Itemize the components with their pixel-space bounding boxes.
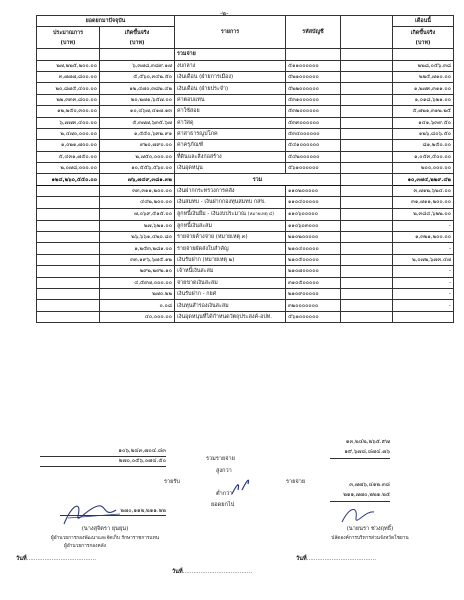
other-row <box>37 243 454 254</box>
item-cell: ค่าตอบแทน <box>175 94 286 105</box>
month-cell: ๑๒๖,๘๐๖.๕๐ <box>393 128 454 139</box>
item-cell: เงินเดือน (ฝ่ายประจำ) <box>175 83 286 94</box>
month-cell: ๑,๐๕๓,๕๐๐.๐๐ <box>393 151 454 162</box>
account-code-cell: ๑๑๐๖๐๐๐๐๐ <box>286 208 341 220</box>
left-signer-title: ผู้อำนวยการกองพัฒนาและจัดเก็บ รักษาราชการแทน <box>50 536 160 541</box>
month-cell: - <box>393 220 454 231</box>
header-item: รายการ <box>175 16 286 49</box>
header-current-balance: ยอดยกมาปัจจุบัน <box>37 16 175 27</box>
account-code-cell: ๕๖๑๐๐๐๐๐๐ <box>286 311 341 322</box>
spacer-cell <box>341 220 393 231</box>
actual-cell: ๓๓,๑๙๖,๖๗๕.๑๒ <box>100 254 175 265</box>
header-actual-unit: (บาท) <box>100 38 175 49</box>
spacer-cell <box>341 185 393 196</box>
account-code-cell: ๕๑๑๐๐๐๐๐๐ <box>286 60 341 71</box>
actual-cell: ๕,๓๗๗,๖๓๕.๖๗ <box>100 117 175 128</box>
spacer-cell <box>341 94 393 105</box>
month-cell: ๑,๒๗๓,๓๑๑.๐๐ <box>393 83 454 94</box>
spacer-cell <box>341 117 393 128</box>
header-month-actual: เกิดขึ้นจริง <box>393 27 454 38</box>
summary-actual-2: ๒๗๐,๐๕๖,๐๗๔.๕๐ <box>40 457 166 467</box>
page-number: -๒- <box>220 10 229 17</box>
summary-actual-1: ๑๐๖,๒๔๓,๗๐๔.๘๓ <box>40 447 166 457</box>
header-account-code: รหัสบัญชี <box>286 16 341 49</box>
actual-cell: ๒๐,๒๗๑,๖๕๗.๐๐ <box>100 94 175 105</box>
summary-income-label: รายรับ <box>164 479 180 485</box>
account-code-cell: ๓๒๐๐๐๐๐๐๐ <box>286 300 341 311</box>
item-label: เงินรับฝาก - กยศ <box>177 291 217 298</box>
item-cell <box>175 208 286 220</box>
summary-month-3: ๓,๗๗๖,๔๑๒.๓๘ <box>349 482 390 488</box>
summary-actual-3: ๒๗๐,๑๑๒,๒๑๑.๒๒ <box>60 507 166 516</box>
item-label: เงินสมทบ - เงินฝากกองทุนสมทบ กสข. <box>177 199 266 206</box>
expense-row <box>37 117 454 128</box>
summary-month-2: ๑๙,๖๗๘,๘๗๔.๗๖ <box>330 448 390 459</box>
item-cell <box>175 185 286 196</box>
month-cell: ๓,๗๑๒,๖๒๔.๐๐ <box>393 185 454 196</box>
month-cell: ๒,๓๘๔,๖๒๒.๐๐ <box>393 208 454 220</box>
spacer-cell <box>341 174 393 185</box>
item-cell <box>175 277 286 288</box>
month-cell: ๑,๓๒๑,๒๐๐.๐๐ <box>393 232 454 243</box>
item-cell: ค่าครุภัณฑ์ <box>175 140 286 151</box>
other-row <box>37 185 454 196</box>
right-signer-name: (นายนรา ช่วงฤทธิ์) <box>346 526 394 532</box>
expense-row <box>37 163 454 174</box>
account-code-cell: ๑๑๐๖๐๓๐๐๐ <box>286 220 341 231</box>
month-cell: - <box>393 266 454 277</box>
spacer-cell <box>341 254 393 265</box>
actual-cell: ๔๔๒,๒๐๐.๐๐ <box>100 197 175 208</box>
actual-cell: ๒๗,๖๒๑.๐๐ <box>100 220 175 231</box>
other-row <box>37 232 454 243</box>
estimate-cell <box>37 254 100 265</box>
account-code-cell: ๕๓๓๐๐๐๐๐๐ <box>286 117 341 128</box>
spacer-cell <box>341 311 393 322</box>
month-cell: ๒๒๕,๗๑๐.๐๐ <box>393 71 454 82</box>
spacer-cell <box>341 266 393 277</box>
item-cell: ที่ดินและสิ่งก่อสร้าง <box>175 151 286 162</box>
center-signature <box>228 472 254 498</box>
section-expense-title: รวมจ่าย <box>175 49 286 60</box>
month-cell: - <box>393 243 454 254</box>
item-cell <box>175 288 286 299</box>
header-this-month: เดือนนี้ <box>393 16 454 27</box>
actual-cell: ๙๒๐,๗๙๐.๐๐ <box>100 140 175 151</box>
actual-cell: ๔๐,๐๐๐.๐๐ <box>100 311 175 322</box>
estimate-cell: ๑,๐๒๑,๗๐๐.๐๐ <box>37 140 100 151</box>
spacer-cell <box>341 128 393 139</box>
actual-cell: ๑๐,๔๖๗,๔๑๗.๑๓ <box>100 106 175 117</box>
account-code-cell: ๕๒๑๐๐๐๐๐๐ <box>286 71 341 82</box>
estimate-cell <box>37 311 100 322</box>
actual-cell: ๑,๕๕๐,๖๓๒.๙๑ <box>100 128 175 139</box>
item-cell <box>175 243 286 254</box>
estimate-cell <box>37 232 100 243</box>
spacer-cell <box>341 163 393 174</box>
estimate-cell <box>37 208 100 220</box>
account-code-cell: ๒๑๐๕๐๐๐๐๐ <box>286 254 341 265</box>
account-code-cell: ๕๓๔๐๐๐๐๐๐ <box>286 128 341 139</box>
actual-cell: ๓๓,๓๑๑,๒๐๐.๐๐ <box>100 185 175 196</box>
account-code-cell: ๒๑๐๔๐๐๐๐๐ <box>286 243 341 254</box>
spacer-cell <box>341 288 393 299</box>
actual-cell: ๑๐,๕๕๖,๕๖๐.๐๐ <box>100 163 175 174</box>
right-signer-title: ปลัดองค์การบริหารส่วนจังหวัดโชยาน <box>331 536 409 541</box>
expense-row <box>37 60 454 71</box>
item-label: จ่ายขาดเงินสะสม <box>177 279 218 286</box>
spacer-cell <box>341 300 393 311</box>
actual-cell: ๐.๐๘ <box>100 300 175 311</box>
other-row <box>37 300 454 311</box>
header-month-unit: (บาท) <box>393 38 454 49</box>
account-code-cell: ๓๑๐๕๐๐๐๐๐ <box>286 277 341 288</box>
spacer-cell <box>341 71 393 82</box>
other-row <box>37 208 454 220</box>
item-cell <box>175 254 286 265</box>
left-signer-title-2: ผู้อำนวยการกองคลัง <box>64 544 106 549</box>
item-label: เงินอุดหนุนที่ได้กำหนดวัตถุประสงค์-อปท. <box>177 313 273 320</box>
actual-cell: ๗,๐๖๙,๕๑๕.๐๐ <box>100 208 175 220</box>
left-signer-name: (นางสุจิตรา ยุนยุน) <box>81 526 129 532</box>
estimate-cell: ๒,๐๗๘,๐๐๐.๐๐ <box>37 163 100 174</box>
left-date-line: วันที่....................................... <box>16 556 97 562</box>
account-code-cell: ๒๑๐๗๐๐๐๐๐ <box>286 266 341 277</box>
item-label: เงินฝากกระทรวงการคลัง <box>177 188 235 195</box>
right-date-line: วันที่....................................... <box>296 556 377 562</box>
item-label: เงินทุนสำรองเงินสะสม <box>177 302 229 309</box>
account-code-cell: ๕๒๒๐๐๐๐๐๐ <box>286 83 341 94</box>
actual-cell: ๕,๕๖๐,๓๔๒.๕๐ <box>100 71 175 82</box>
month-cell <box>393 311 454 322</box>
expense-row <box>37 83 454 94</box>
actual-cell: ๑,๒๕๓,๒๘๑.๐๐ <box>100 243 175 254</box>
item-label: เงินรับฝาก (หมายเหตุ ๒) <box>177 257 235 263</box>
item-cell: เงินเดือน (ฝ่ายการเมือง) <box>175 71 286 82</box>
account-code-cell: ๑๑๐๒๐๐๐๐๐ <box>286 185 341 196</box>
estimate-cell: ๒๐,๘๗๕,๔๐๐.๐๐ <box>37 83 100 94</box>
other-row <box>37 197 454 208</box>
item-note: (หมายเหตุ ๔) <box>247 211 274 217</box>
month-cell: ๑,๐๑๘,๖๒๑.๐๐ <box>393 94 454 105</box>
estimate-cell <box>37 266 100 277</box>
other-row <box>37 220 454 231</box>
month-cell: ๒๒๘,๐๕๖.๓๘ <box>393 60 454 71</box>
spacer-cell <box>341 232 393 243</box>
spacer-cell <box>341 208 393 220</box>
month-cell: - <box>393 277 454 288</box>
estimate-cell <box>37 243 100 254</box>
center-date-line: วันที่....................................... <box>172 569 253 575</box>
account-code-cell: ๕๓๑๐๐๐๐๐๐ <box>286 94 341 105</box>
item-cell <box>175 300 286 311</box>
summary-higher-than: สูงกว่า <box>216 468 232 474</box>
account-code-cell: ๑๑๐๔๐๐๐๐๐ <box>286 197 341 208</box>
total-actual-cell: ๗๖,๗๔๙,๓๘๑.๓๒ <box>100 174 175 185</box>
summary-expense-label: รายจ่าย <box>286 479 306 485</box>
spacer-cell <box>341 83 393 94</box>
expense-row <box>37 106 454 117</box>
spacer-cell <box>341 277 393 288</box>
summary-total-expense-label: รวมรายจ่าย <box>206 456 235 462</box>
account-code-cell: ๒๑๐๒๐๐๐๐๐ <box>286 232 341 243</box>
expense-row <box>37 140 454 151</box>
account-code-cell: ๒๑๐๙๐๐๐๐๐ <box>286 288 341 299</box>
estimate-cell <box>37 288 100 299</box>
expense-row <box>37 151 454 162</box>
estimate-cell <box>37 185 100 196</box>
header-actual: เกิดขึ้นจริง <box>100 27 175 38</box>
total-month-cell: ๑๐,๓๗๔,๒๒๙.๔๒ <box>393 174 454 185</box>
spacer-cell <box>341 140 393 151</box>
estimate-cell <box>37 220 100 231</box>
actual-cell: ๒๖,๖๖๑,๔๒๐.๘๐ <box>100 232 175 243</box>
account-code-cell: ๕๔๑๐๐๐๐๐๐ <box>286 140 341 151</box>
item-label: รายจ่ายค้างจ่าย (หมายเหตุ ๓) <box>177 234 248 241</box>
header-estimate-unit: (บาท) <box>37 38 100 49</box>
expense-row <box>37 71 454 82</box>
month-cell: ๘๑,๒๕๐.๐๐ <box>393 140 454 151</box>
item-label: รายจ่ายผัดส่งใบสำคัญ <box>177 245 229 252</box>
month-cell: ๑๔๑,๖๓๙.๕๐ <box>393 117 454 128</box>
month-cell: ๒๐๐,๐๐๐.๐๐ <box>393 163 454 174</box>
item-cell <box>175 232 286 243</box>
spacer-cell <box>341 197 393 208</box>
spacer-cell <box>341 106 393 117</box>
month-cell: ๕,๗๒๑,๓๑๒.๒๕ <box>393 106 454 117</box>
estimate-cell: ๒๗,๒๒๕,๒๐๐.๐๐ <box>37 60 100 71</box>
item-cell: ค่าวัสดุ <box>175 117 286 128</box>
account-code-cell: ๕๔๒๐๐๐๐๐๐ <box>286 151 341 162</box>
header-estimate: ประมาณการ <box>37 27 100 38</box>
account-code-cell: ๕๖๑๐๐๐๐๐๐ <box>286 163 341 174</box>
spacer-cell <box>341 60 393 71</box>
actual-cell: ๖,๓๗๘,๓๘๙.๑๗ <box>100 60 175 71</box>
item-cell: เงินอุดหนุน <box>175 163 286 174</box>
item-label: ลูกหนี้เงินยืม - เงินงบประมาณ <box>177 210 247 217</box>
spacer-cell <box>341 243 393 254</box>
other-row <box>37 254 454 265</box>
actual-cell: ๒,๗๕๐,๐๐๐.๐๐ <box>100 151 175 162</box>
summary-lower-than: ต่ำกว่า <box>216 491 233 497</box>
item-cell: ค่าสาธารณูปโภค <box>175 128 286 139</box>
expense-total-row <box>37 174 454 185</box>
total-estimate-cell: ๑๒๔,๒๖๐,๕๕๐.๐๐ <box>37 174 100 185</box>
item-cell <box>175 266 286 277</box>
item-cell: ค่าใช้สอย <box>175 106 286 117</box>
summary-month-4: ๒๑๑,๗๗๐,๒๒๑.๒๕ <box>330 491 390 502</box>
other-row <box>37 288 454 299</box>
estimate-cell: ๓,๗๗๗,๘๐๐.๐๐ <box>37 71 100 82</box>
item-label: ลูกหนี้เงินสะสม <box>177 222 212 229</box>
summary-carried-forward: ยอดยกไป <box>211 502 235 508</box>
month-cell: ๒,๐๗๒,๖๗๓.๔๗ <box>393 254 454 265</box>
summary-month-1: ๑๓,๒๔๒,๒๖๕.๙๗ <box>345 439 390 445</box>
item-cell: งบกลาง <box>175 60 286 71</box>
month-cell: - <box>393 288 454 299</box>
spacer-cell <box>341 151 393 162</box>
estimate-cell: ๒,๔๗๐,๐๐๐.๐๐ <box>37 128 100 139</box>
other-row <box>37 311 454 322</box>
item-cell <box>175 311 286 322</box>
actual-cell: ๑๒,๔๗๐,๓๘๒.๔๒ <box>100 83 175 94</box>
estimate-cell: ๕,๔๓๑,๗๕๐.๐๐ <box>37 151 100 162</box>
month-cell: - <box>393 300 454 311</box>
estimate-cell <box>37 300 100 311</box>
other-row <box>37 266 454 277</box>
estimate-cell <box>37 277 100 288</box>
estimate-cell: ๑๒,๒๕๐,๓๐๐.๐๐ <box>37 106 100 117</box>
other-row <box>37 277 454 288</box>
total-label-cell: รวม <box>175 174 341 185</box>
ledger-table <box>36 15 454 323</box>
item-cell <box>175 197 286 208</box>
item-label: เจ้าหนี้เงินสะสม <box>177 268 214 275</box>
actual-cell: ๔,๕๙๗,๐๐๐.๐๐ <box>100 277 175 288</box>
expense-row <box>37 128 454 139</box>
expense-row <box>37 94 454 105</box>
actual-cell: ๒๗๐.๒๒ <box>100 288 175 299</box>
account-code-cell: ๕๓๒๐๐๐๐๐๐ <box>286 106 341 117</box>
estimate-cell: ๖,๗๗๓,๔๐๐.๐๐ <box>37 117 100 128</box>
actual-cell: ๒๙๒,๒๙๒.๑๐ <box>100 266 175 277</box>
estimate-cell: ๒๒,๓๓๓,๘๐๐.๐๐ <box>37 94 100 105</box>
month-cell: ๓๑,๗๑๑,๒๐๐.๐๐ <box>393 197 454 208</box>
item-cell <box>175 220 286 231</box>
estimate-cell <box>37 197 100 208</box>
